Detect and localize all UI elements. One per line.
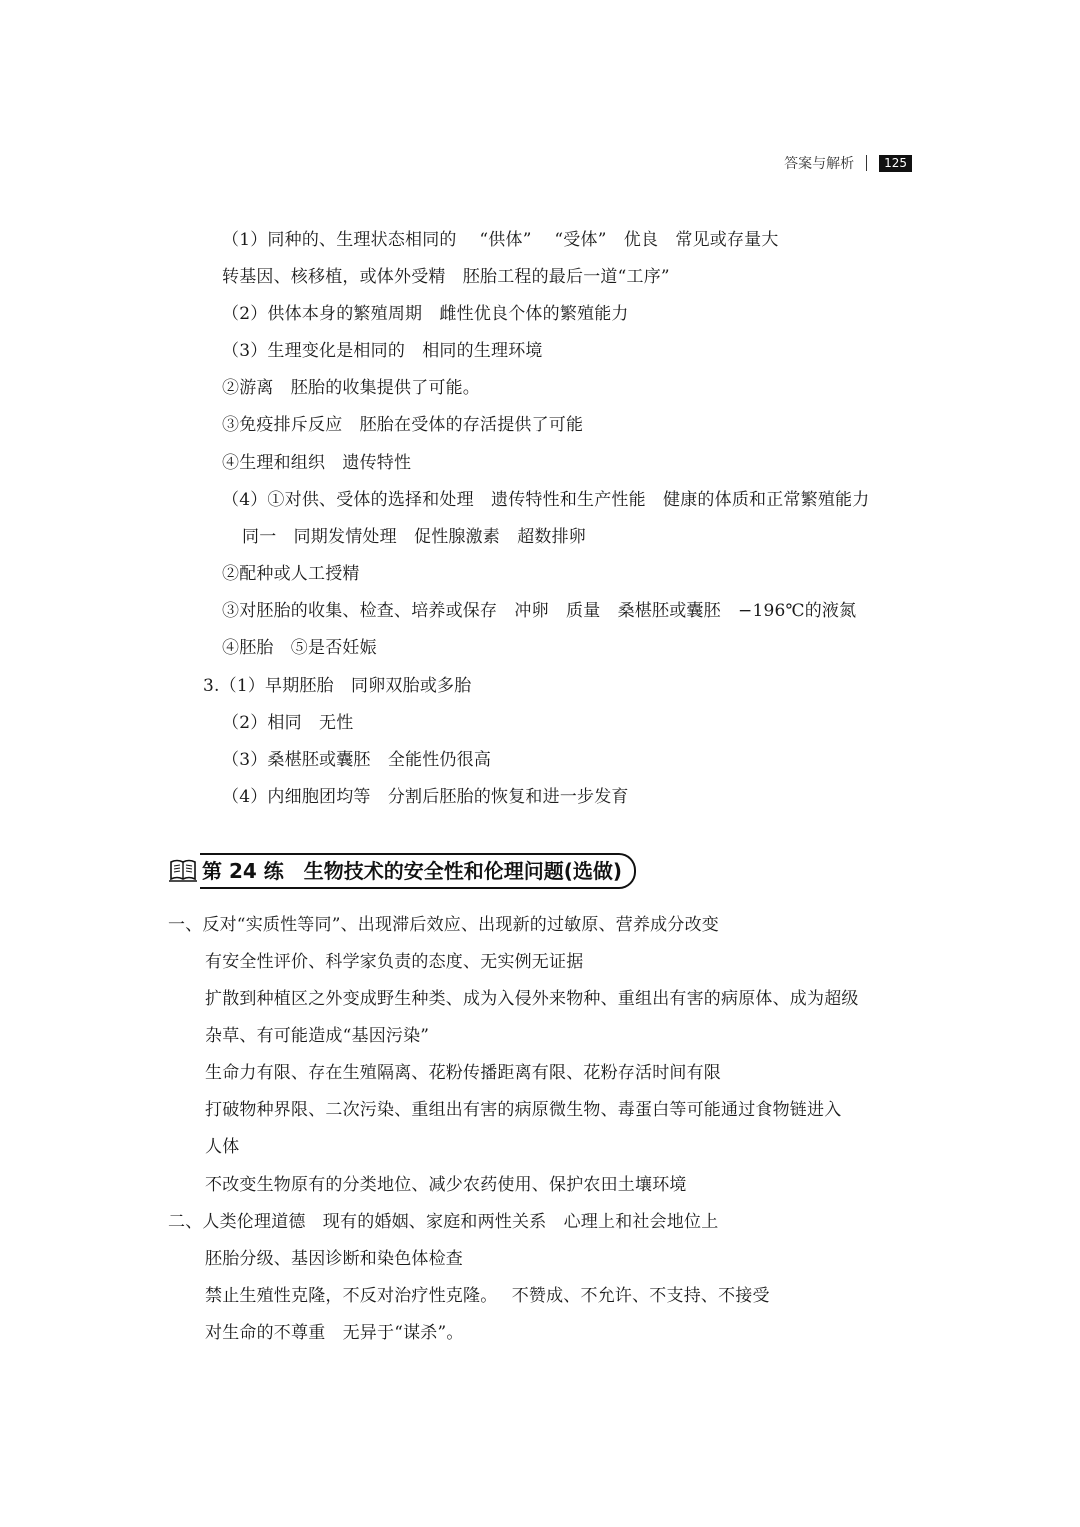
- running-header-label: 答案与解析: [784, 156, 855, 172]
- practice-line: 扩散到种植区之外变成野生种类、成为入侵外来物种、重组出有害的病原体、成为超级: [205, 989, 859, 1009]
- answer-line: ③免疫排斥反应 胚胎在受体的存活提供了可能: [222, 415, 584, 435]
- book-icon: [168, 856, 198, 886]
- answer-line: 3.（1）早期胚胎 同卵双胎或多胎: [203, 676, 472, 696]
- answer-line: （3）生理变化是相同的 相同的生理环境: [222, 341, 543, 361]
- practice-line: 不改变生物原有的分类地位、减少农药使用、保护农田土壤环境: [205, 1175, 687, 1195]
- answer-line: ②配种或人工授精: [222, 564, 360, 584]
- answer-line: ③对胚胎的收集、检查、培养或保存 冲卵 质量 桑椹胚或囊胚 −196℃的液氮: [222, 601, 857, 621]
- section-heading: [168, 853, 636, 889]
- practice-line: 二、人类伦理道德 现有的婚姻、家庭和两性关系 心理上和社会地位上: [168, 1212, 719, 1232]
- running-header: [784, 153, 912, 173]
- answer-line: （1）同种的、生理状态相同的 “供体” “受体” 优良 常见或存量大: [222, 230, 779, 250]
- practice-line: 生命力有限、存在生殖隔离、花粉传播距离有限、花粉存活时间有限: [205, 1063, 721, 1083]
- answer-line: ②游离 胚胎的收集提供了可能。: [222, 378, 480, 398]
- practice-line: 胚胎分级、基因诊断和染色体检查: [205, 1249, 463, 1269]
- answer-line: （2）供体本身的繁殖周期 雌性优良个体的繁殖能力: [222, 304, 629, 324]
- header-divider: [866, 155, 867, 171]
- answer-line: （4）①对供、受体的选择和处理 遗传特性和生产性能 健康的体质和正常繁殖能力: [222, 490, 870, 510]
- page-number: 125: [879, 155, 912, 172]
- practice-line: 打破物种界限、二次污染、重组出有害的病原微生物、毒蛋白等可能通过食物链进入: [205, 1100, 842, 1120]
- practice-line: 一、反对“实质性等同”、出现滞后效应、出现新的过敏原、营养成分改变: [168, 915, 719, 935]
- practice-line: 禁止生殖性克隆，不反对治疗性克隆。 不赞成、不允许、不支持、不接受: [205, 1286, 770, 1306]
- practice-line: 有安全性评价、科学家负责的态度、无实例无证据: [205, 952, 584, 972]
- answer-line: ④胚胎 ⑤是否妊娠: [222, 638, 377, 658]
- answer-line: 同一 同期发情处理 促性腺激素 超数排卵: [242, 527, 586, 547]
- practice-line: 杂草、有可能造成“基因污染”: [205, 1026, 430, 1046]
- practice-line: 对生命的不尊重 无异于“谋杀”。: [205, 1323, 464, 1343]
- answer-line: 转基因、核移植，或体外受精 胚胎工程的最后一道“工序”: [222, 267, 670, 287]
- answer-line: （4）内细胞团均等 分割后胚胎的恢复和进一步发育: [222, 787, 629, 807]
- section-title: 第 24 练 生物技术的安全性和伦理问题(选做): [200, 853, 636, 889]
- answer-line: （2）相同 无性: [222, 713, 354, 733]
- answer-line: （3）桑椹胚或囊胚 全能性仍很高: [222, 750, 492, 770]
- answer-line: ④生理和组织 遗传特性: [222, 453, 412, 473]
- practice-line: 人体: [205, 1137, 240, 1157]
